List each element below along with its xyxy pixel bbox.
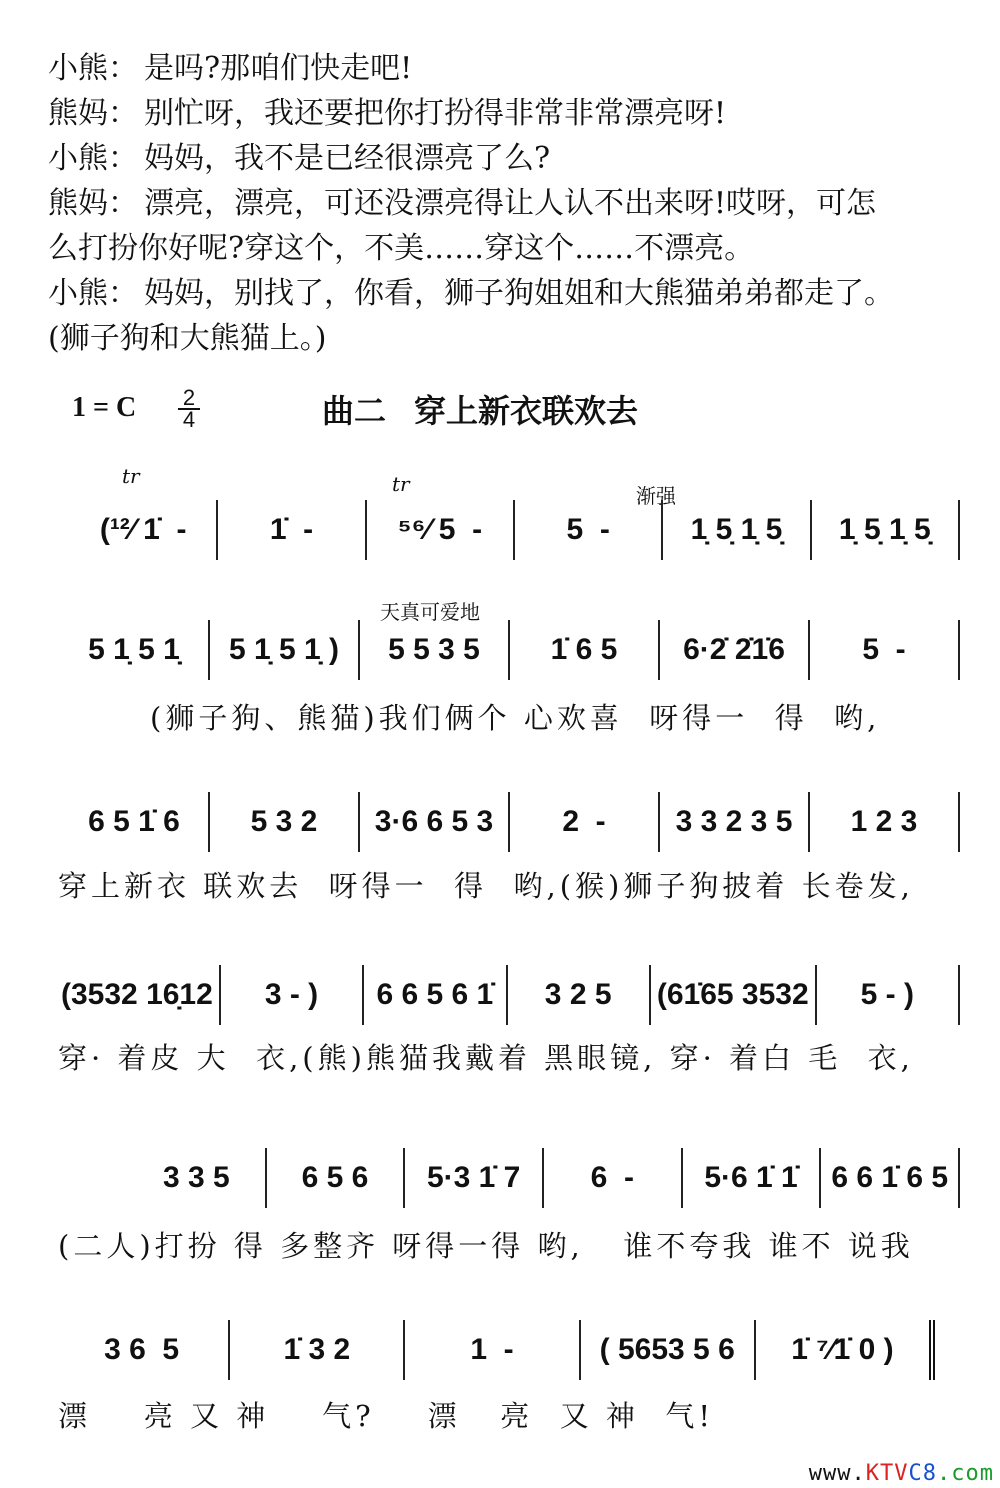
- measure: 6 6 5 6 1̇: [364, 965, 507, 1025]
- dialogue-text: 是吗?那咱们快走吧!: [144, 51, 413, 86]
- music-row: [70, 500, 960, 560]
- dialogue-line: [48, 271, 894, 316]
- measure: 1̣ 5̣ 1̣ 5̣: [812, 500, 960, 560]
- dialogue-text: 妈妈，别找了，你看，狮子狗姐姐和大熊猫弟弟都走了。: [144, 276, 894, 311]
- measure: 6 5 6: [267, 1148, 406, 1208]
- speaker: 小熊：: [48, 141, 138, 176]
- music-row: [60, 620, 960, 680]
- measure: 1 -: [405, 1320, 580, 1380]
- measure: 6·2̇ 2̇1̇6: [660, 620, 810, 680]
- dialogue-line: [48, 136, 550, 181]
- measure: (¹²⁄ 1̇ -: [70, 500, 218, 560]
- measure: 5 -: [515, 500, 663, 560]
- song-number: 曲二: [322, 392, 387, 430]
- trill-mark: tr: [392, 472, 410, 496]
- music-row: [55, 1320, 935, 1380]
- measure: 1̇ 6 5: [510, 620, 660, 680]
- music-row: [128, 1148, 960, 1208]
- measure: 1 2 3: [810, 792, 960, 852]
- measure: ⁵⁶⁄ 5 -: [367, 500, 515, 560]
- expression-mark: 天真可爱地: [380, 600, 480, 624]
- speaker: 小熊：: [48, 276, 138, 311]
- measure: 5·3 1̇ 7: [405, 1148, 544, 1208]
- measure: 5 5 3 5: [360, 620, 510, 680]
- measure: 3 3 2 3 5: [660, 792, 810, 852]
- measure: 5 - ): [817, 965, 960, 1025]
- time-top: 2: [182, 385, 196, 410]
- measure: 3 3 5: [128, 1148, 267, 1208]
- measure: 5 3 2: [210, 792, 360, 852]
- music-row: [60, 792, 960, 852]
- measure: 5 1̣ 5 1̣: [60, 620, 210, 680]
- measure: 3 2 5: [508, 965, 651, 1025]
- measure: ( 5653 5 6: [581, 1320, 756, 1380]
- lyrics-line: (二人)打扮 得 多整齐 呀得一得 哟, 谁不夸我 谁不 说我: [58, 1229, 914, 1263]
- measure: 3 - ): [221, 965, 364, 1025]
- dialogue-line: [48, 91, 726, 136]
- time-bottom: 4: [182, 407, 196, 432]
- lyrics-line: 漂 亮 又 神 气? 漂 亮 又 神 气!: [58, 1399, 715, 1433]
- measure: 1̣ 5̣ 1̣ 5̣: [663, 500, 811, 560]
- dialogue-line: [48, 46, 412, 91]
- lyrics-line: (狮子狗、熊猫)我们俩个 心欢喜 呀得一 得 哟,: [150, 701, 881, 735]
- measure: 3·6 6 5 3: [360, 792, 510, 852]
- measure: (3532 16̣12: [55, 965, 221, 1025]
- lyrics-line: 穿上新衣 联欢去 呀得一 得 哟,(猴)狮子狗披着 长卷发,: [58, 869, 914, 903]
- dialogue-text: 漂亮，漂亮，可还没漂亮得让人认不出来呀!哎呀，可怎: [144, 186, 877, 221]
- dialogue-line: [48, 226, 754, 271]
- dialogue-text: 妈妈，我不是已经很漂亮了么?: [144, 141, 551, 176]
- crescendo-mark: 渐强: [636, 484, 676, 508]
- dialogue-text: (狮子狗和大熊猫上。): [48, 321, 327, 356]
- key-signature: 1 = C: [72, 392, 137, 423]
- measure: 6 6 1̇ 6 5: [821, 1148, 960, 1208]
- song-name: 穿上新衣联欢去: [414, 392, 639, 430]
- trill-mark: tr: [122, 464, 140, 488]
- dialogue-text: 么打扮你好呢?穿这个，不美……穿这个……不漂亮。: [48, 231, 755, 266]
- music-row: [55, 965, 960, 1025]
- song-title: [322, 386, 638, 432]
- measure: 1̇ ⁷⁄1̇ 0 ): [756, 1320, 935, 1380]
- measure: 1̇ 3 2: [230, 1320, 405, 1380]
- time-signature: [178, 385, 200, 432]
- speaker: 小熊：: [48, 51, 138, 86]
- measure: 5 -: [810, 620, 960, 680]
- measure: (61̇65 3532: [651, 965, 817, 1025]
- measure: 5 1̣ 5 1̣ ): [210, 620, 360, 680]
- lyrics-line: 穿· 着皮 大 衣,(熊)熊猫我戴着 黑眼镜, 穿· 着白 毛 衣,: [58, 1041, 914, 1075]
- measure: 3 6 5: [55, 1320, 230, 1380]
- speaker: 熊妈：: [48, 96, 138, 131]
- dialogue-line: [48, 181, 876, 226]
- measure: 6 -: [544, 1148, 683, 1208]
- measure: 6 5 1̇ 6: [60, 792, 210, 852]
- measure: 5·6 1̇ 1̇: [683, 1148, 822, 1208]
- measure: 2 -: [510, 792, 660, 852]
- watermark: www.KTVC8.com: [808, 1461, 994, 1486]
- speaker: 熊妈：: [48, 186, 138, 221]
- measure: 1̇ -: [218, 500, 366, 560]
- dialogue-text: 别忙呀，我还要把你打扮得非常非常漂亮呀!: [144, 96, 727, 131]
- dialogue-line: [48, 316, 326, 361]
